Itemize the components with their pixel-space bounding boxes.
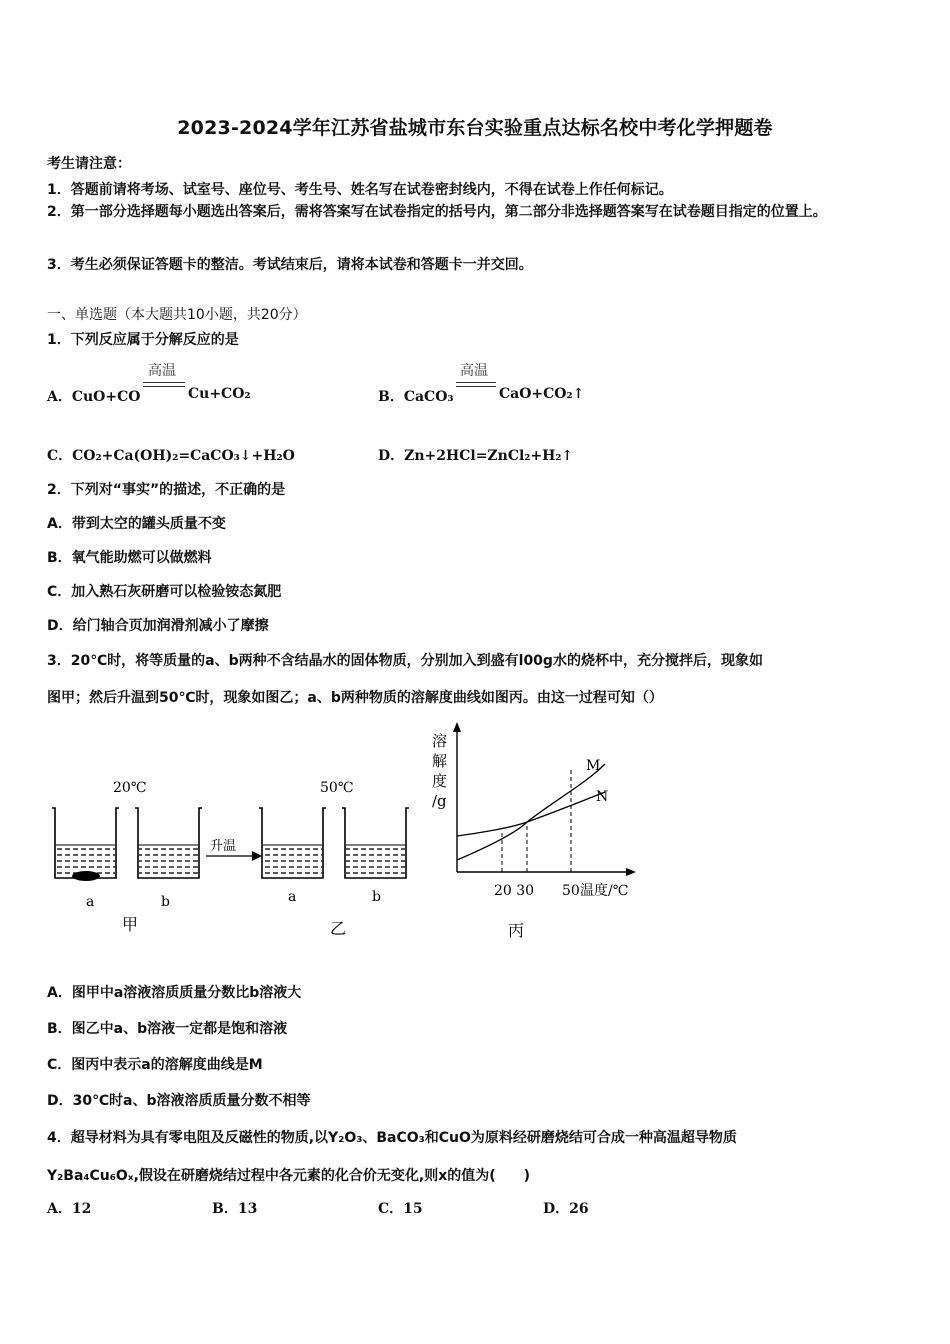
q1-b-condition: 高温 — [460, 363, 488, 379]
q1-option-a-right: Cu+CO₂ — [188, 386, 251, 402]
q2-stem: 2．下列对“事实”的描述，不正确的是 — [47, 482, 286, 498]
y-axis-label-1: 溶 — [432, 732, 448, 750]
y-axis-label-3: 度 — [432, 772, 448, 790]
page-title: 2023-2024学年江苏省盐城市东台实验重点达标名校中考化学押题卷 — [177, 117, 773, 139]
beaker-jia-b — [135, 808, 202, 878]
x-axis-label: 温度/℃ — [580, 883, 629, 899]
x-axis-arrow-icon — [626, 868, 636, 876]
beaker-yi-b — [342, 808, 409, 878]
temp-label-yi: 50℃ — [320, 780, 354, 796]
q1-option-b-left: B．CaCO₃ — [378, 389, 454, 405]
q2-option-b: B．氧气能助燃可以做燃料 — [47, 550, 212, 566]
q3-figure — [40, 720, 650, 950]
q3-option-b: B．图乙中a、b溶液一定都是饱和溶液 — [47, 1021, 288, 1037]
q2-option-c: C．加入熟石灰研磨可以检验铵态氮肥 — [47, 584, 282, 600]
figure-label-bing: 丙 — [508, 921, 525, 940]
y-axis-arrow-icon — [453, 722, 461, 732]
beaker-jia-a-label: a — [86, 894, 95, 910]
curve-m — [457, 764, 605, 860]
x-tick-20-30: 20 30 — [494, 883, 535, 899]
beaker-yi-a-label: a — [288, 889, 297, 905]
notice-item-3: 3．考生必须保证答题卡的整洁。考试结束后，请将本试卷和答题卡一并交回。 — [47, 257, 533, 273]
q4-option-a: A．12 — [47, 1201, 92, 1217]
q4-option-d: D．26 — [543, 1201, 589, 1217]
q1-b-equals-sign — [456, 382, 496, 387]
beaker-jia-a — [52, 808, 119, 881]
q3-option-c: C．图丙中表示a的溶解度曲线是M — [47, 1057, 263, 1073]
notice-heading: 考生请注意： — [47, 156, 131, 172]
arrow-right-icon — [252, 851, 262, 861]
y-axis-label-4: /g — [432, 792, 447, 810]
figure-label-jia: 甲 — [122, 915, 139, 934]
figure-label-yi: 乙 — [330, 919, 347, 938]
section-heading: 一、单选题（本大题共10小题，共20分） — [47, 307, 307, 323]
solubility-chart — [432, 722, 636, 940]
q1-a-condition: 高温 — [148, 363, 176, 379]
q4-option-c: C．15 — [378, 1201, 423, 1217]
q1-option-a-left: A．CuO+CO — [47, 389, 141, 405]
notice-item-2: 2．第一部分选择题每小题选出答案后，需将答案写在试卷指定的括号内，第二部分非选择题答案写在试卷题目指定的位置上。 — [47, 204, 827, 220]
q4-option-b: B．13 — [212, 1201, 258, 1217]
q2-option-a: A．带到太空的罐头质量不变 — [47, 516, 226, 532]
curve-n-label: N — [596, 789, 609, 805]
q3-option-a: A．图甲中a溶液溶质质量分数比b溶液大 — [47, 985, 302, 1001]
q4-stem-line-1: 4．超导材料为具有零电阻及反磁性的物质,以Y₂O₃、BaCO₃和CuO为原料经研磨烧结可合成一种高温超导物质 — [47, 1130, 737, 1146]
q3-stem-line-1: 3．20℃时，将等质量的a、b两种不含结晶水的固体物质，分别加入到盛有l00g水的烧杯中，充分搅拌后，现象如 — [47, 653, 763, 669]
q1-a-equals-sign — [143, 382, 185, 387]
beaker-yi-b-label: b — [372, 889, 381, 905]
q1-option-b-right: CaO+CO₂↑ — [499, 386, 585, 402]
x-tick-50: 50 — [562, 883, 580, 899]
beaker-yi-a — [259, 808, 326, 878]
q3-option-d: D．30℃时a、b溶液溶质质量分数不相等 — [47, 1093, 311, 1109]
y-axis-label-2: 解 — [432, 752, 448, 770]
q1-option-d: D．Zn+2HCl=ZnCl₂+H₂↑ — [378, 448, 574, 464]
curve-m-label: M — [586, 758, 601, 774]
temp-label-jia: 20℃ — [113, 780, 147, 796]
notice-item-1: 1．答题前请将考场、试室号、座位号、考生号、姓名写在试卷密封线内，不得在试卷上作任何标记。 — [47, 182, 673, 198]
q1-stem: 1．下列反应属于分解反应的是 — [47, 332, 239, 348]
q3-stem-line-2: 图甲；然后升温到50℃时，现象如图乙；a、b两种物质的溶解度曲线如图丙。由这一过程可知（） — [47, 690, 663, 706]
q1-option-c: C．CO₂+Ca(OH)₂=CaCO₃↓+H₂O — [47, 448, 295, 464]
curve-n — [457, 792, 605, 836]
heating-arrow-label: 升温 — [210, 839, 237, 854]
q2-option-d: D．给门轴合页加润滑剂减小了摩擦 — [47, 618, 269, 634]
beaker-jia-b-label: b — [161, 894, 170, 910]
q4-stem-line-2: Y₂Ba₄Cu₆Oₓ,假设在研磨烧结过程中各元素的化合价无变化,则x的值为( ) — [47, 1168, 531, 1184]
